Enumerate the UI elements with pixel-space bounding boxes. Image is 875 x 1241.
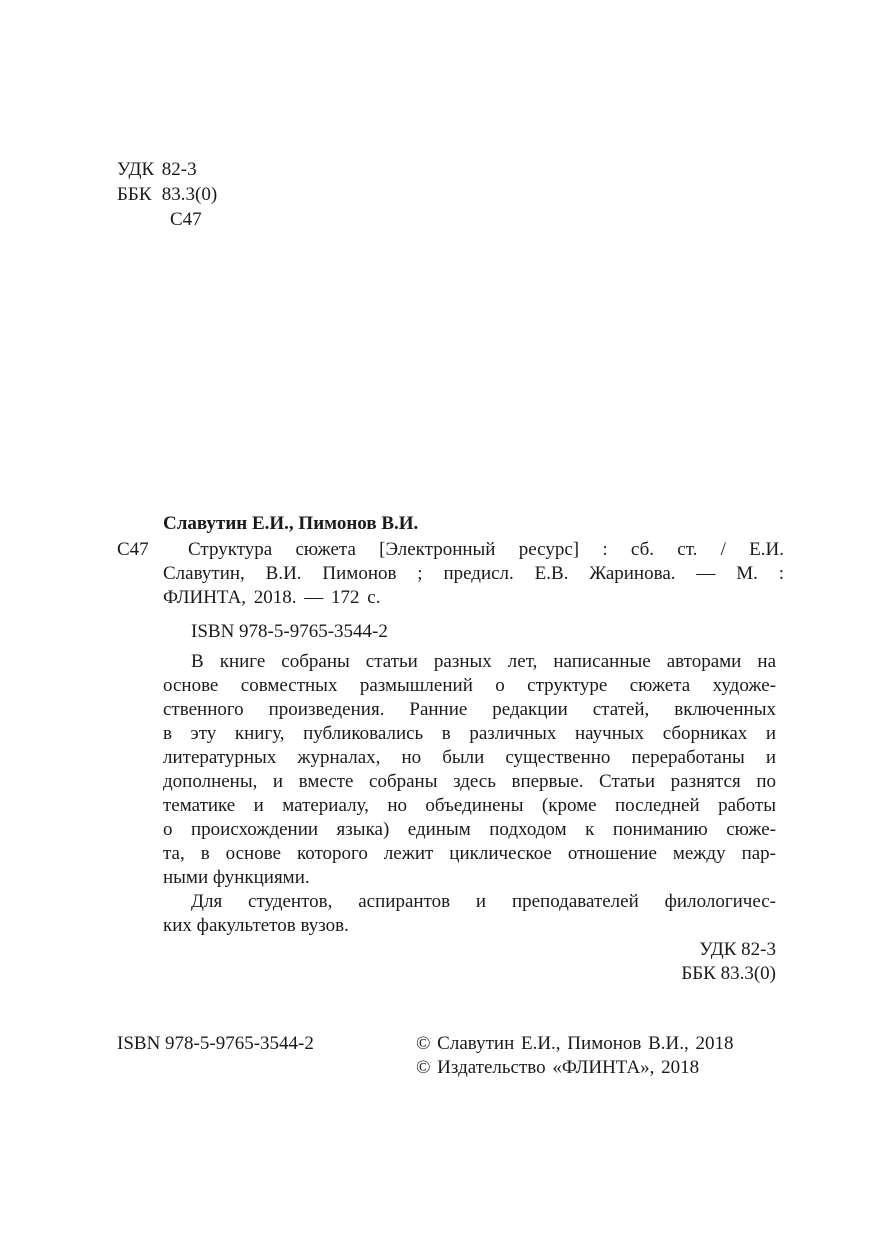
abstract-udk: УДК 82-3 — [699, 939, 776, 960]
bbk-label: ББК — [117, 184, 152, 205]
abstract-line: тематике и материалу, но объединены (кроме последней работы — [163, 795, 776, 816]
record-description-line: Структура сюжета [Электронный ресурс] : сб. ст. / Е.И. — [188, 539, 784, 560]
copyright-authors: © Славутин Е.И., Пимонов В.И., 2018 — [416, 1033, 734, 1054]
abstract-line: дополнены, и вместе собраны здесь впервые. Статьи разнятся по — [163, 771, 776, 792]
abstract-line: о происхождении языка) единым подходом к пониманию сюже- — [163, 819, 776, 840]
udk-top-line — [117, 158, 197, 182]
abstract-line: ственного произведения. Ранние редакции статей, включенных — [163, 699, 776, 720]
record-author-mark: С47 — [117, 539, 149, 560]
bbk-value: 83.3(0) — [161, 184, 218, 205]
abstract-line: литературных журналах, но были существенно переработаны и — [163, 747, 776, 768]
abstract-line: ными функциями. — [163, 867, 310, 888]
abstract-line: основе совместных размышлений о структуре сюжета художе- — [163, 675, 776, 696]
abstract-bbk: ББК 83.3(0) — [681, 963, 776, 984]
copyright-publisher: © Издательство «ФЛИНТА», 2018 — [416, 1057, 700, 1078]
record-description-line: ФЛИНТА, 2018. — 172 с. — [163, 587, 381, 608]
audience-line: ких факультетов вузов. — [163, 915, 349, 936]
abstract-line: в эту книгу, публиковались в различных научных сборниках и — [163, 723, 776, 744]
abstract-line: та, в основе которого лежит циклическое отношение между пар- — [163, 843, 776, 864]
footer-isbn: ISBN 978-5-9765-3544-2 — [117, 1033, 314, 1054]
udk-value: 82-3 — [161, 159, 197, 180]
bbk-top-line — [117, 183, 217, 207]
record-authors: Славутин Е.И., Пимонов В.И. — [163, 513, 419, 534]
audience-line: Для студентов, аспирантов и преподавателей филологичес- — [191, 891, 776, 912]
record-isbn: ISBN 978-5-9765-3544-2 — [191, 621, 388, 642]
author-mark-top: С47 — [170, 209, 202, 230]
abstract-line: В книге собраны статьи разных лет, написанные авторами на — [191, 651, 776, 672]
udk-label: УДК — [117, 159, 155, 180]
record-description-line: Славутин, В.И. Пимонов ; предисл. Е.В. Жаринова. — М. : — [163, 563, 784, 584]
